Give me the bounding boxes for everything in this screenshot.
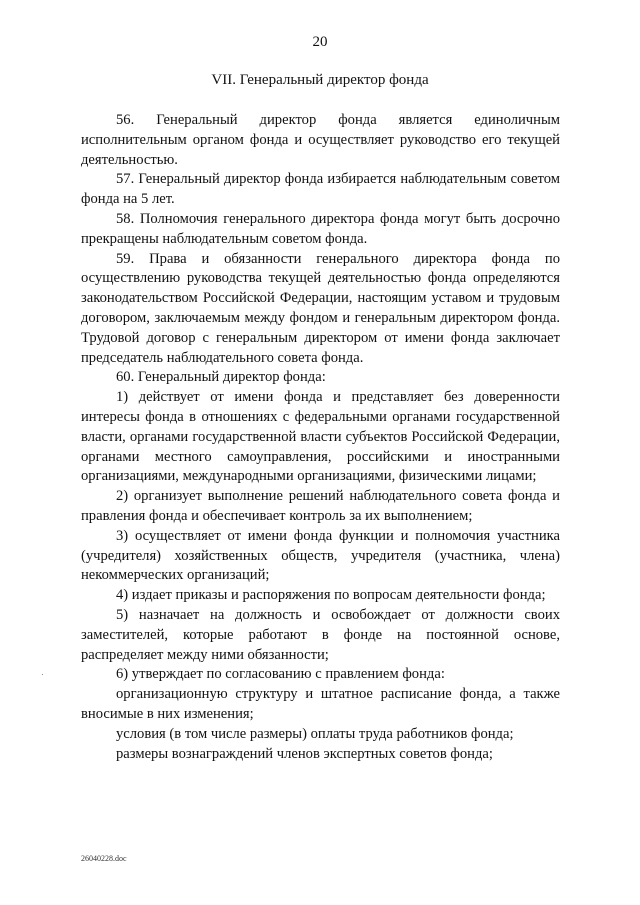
page-number: 20 [312, 34, 328, 50]
paragraph-58: 58. Полномочия генерального директора фонда могут быть досрочно прекращены наблюдательным советом фонда. [81, 210, 560, 247]
list-item-2: 2) организует выполнение решений наблюдательного совета фонда и правления фонда и обеспечивает контроль за их выполнением; [81, 488, 560, 524]
section-title: VII. Генеральный директор фонда [211, 72, 429, 88]
list-item-5: 5) назначает на должность и освобождает от должности своих заместителей, которые работают в фонде на постоянной основе, распределяет между ними обязанности; [81, 606, 560, 663]
paragraph-57: 57. Генеральный директор фонда избирается наблюдательным советом фонда на 5 лет. [81, 171, 560, 208]
paragraph-56: 56. Генеральный директор фонда является единоличным исполнительным органом фонда и осуществляет руководство его текущей деятельностью. [81, 112, 560, 168]
sub-item-expert-fees: размеры вознаграждений членов экспертных советов фонда; [116, 745, 493, 762]
document-body [81, 111, 560, 764]
paragraph-59: 59. Права и обязанности генерального директора фонда по осуществлению руководства текущей деятельностью фонда определяются законодательством Российской Федерации, настоящим уставом и трудовым договором, заключаемым между фондом и генеральным директором фонда. Трудовой договор с генеральным директором от имени фонда заключает председатель наблюдательного совета фонда. [81, 250, 560, 366]
sub-item-org-structure: организационную структуру и штатное расписание фонда, а также вносимые в них изменения; [81, 686, 560, 722]
scan-speck [42, 674, 43, 675]
list-item-6: 6) утверждает по согласованию с правлением фонда: [116, 666, 445, 683]
paragraph-60-heading: 60. Генеральный директор фонда: [116, 369, 326, 386]
list-item-4: 4) издает приказы и распоряжения по вопросам деятельности фонда; [116, 587, 546, 604]
list-item-3: 3) осуществляет от имени фонда функции и полномочия участника (учредителя) хозяйственных обществ, учредителя (участника, члена) некоммерческих организаций; [81, 527, 560, 584]
sub-item-pay-conditions: условия (в том числе размеры) оплаты труда работников фонда; [116, 725, 514, 742]
list-item-1: 1) действует от имени фонда и представляет без доверенности интересы фонда в отношениях с федеральными органами государственной власти, органами государственной власти субъектов Российской Федерации, органами местного самоуправления, российскими и иностранными организациями, международными организациями, физическими лицами; [81, 389, 560, 485]
footer-file-id: 26040228.doc [81, 854, 127, 863]
